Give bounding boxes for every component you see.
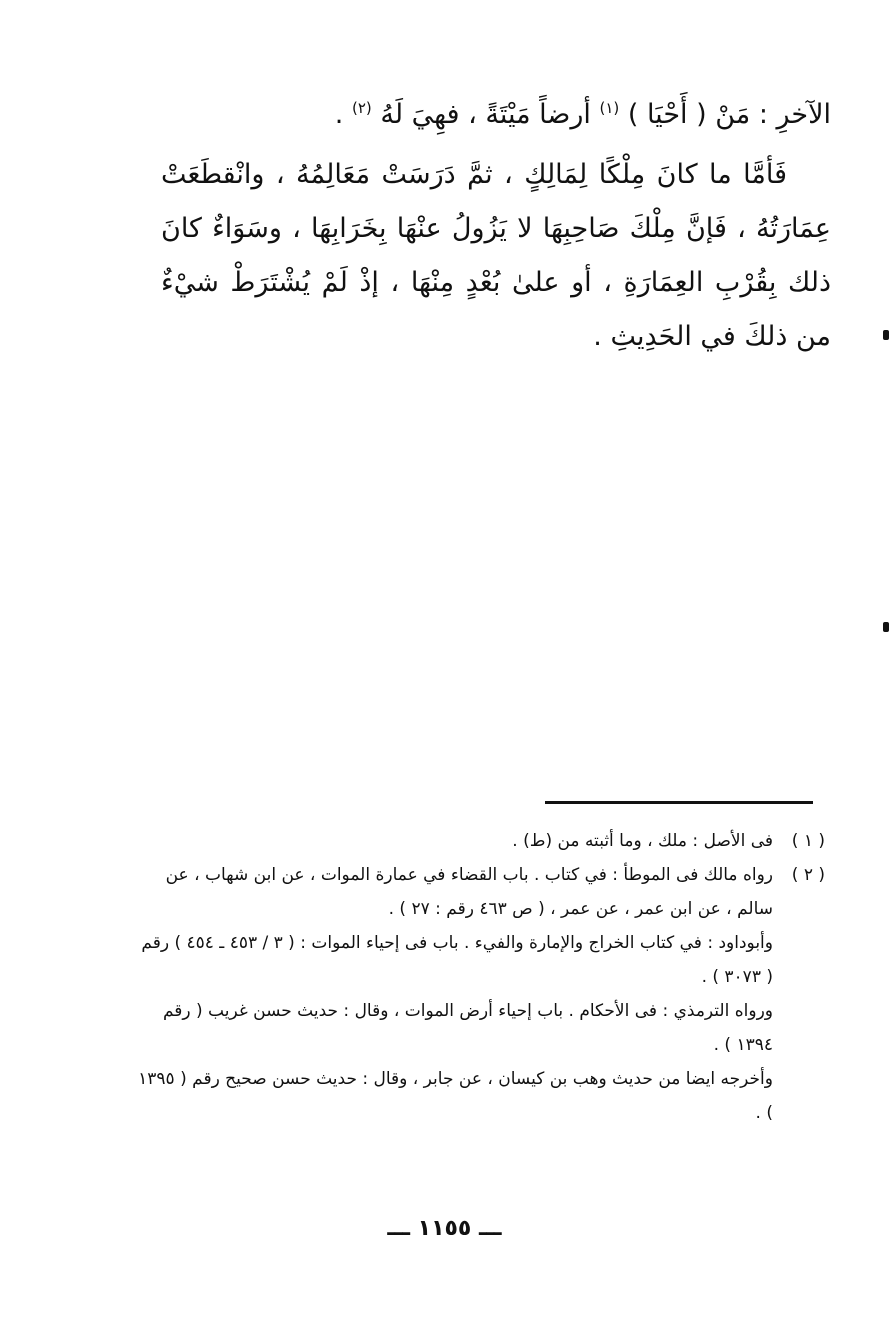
footnote-item: [135, 824, 825, 858]
margin-mark: [883, 622, 889, 632]
footnote-number: [773, 1062, 825, 1130]
footnote-ref-1[interactable]: (١): [599, 99, 620, 117]
main-line1-start: الآخرِ : مَنْ ( أَحْيَا ): [627, 99, 831, 130]
margin-mark: [883, 330, 889, 340]
page-number: ـــ ١١٥٥ ـــ: [387, 1216, 502, 1241]
footnote-number: [773, 926, 825, 994]
footnote-text: ورواه الترمذي : فى الأحكام . باب إحياء أرض الموات ، وقال : حديث حسن غريب ( رقم ١٣٩٤ ) .: [162, 1001, 773, 1055]
footnote-item: [135, 994, 825, 1062]
main-line1-end: .: [334, 99, 344, 130]
main-paragraph-text: فَأمَّا ما كانَ مِلْكًا لِمَالِكٍ ، ثمَّ دَرَسَتْ مَعَالِمُهُ ، وانْقطَعَتْ عِمَارَتُهُ ، فَإنَّ مِلْكَ صَاحِبِهَا لا يَزُولُ عنْهَا بِخَرَابِهَا ، وسَوَاءٌ كانَ ذلك بِقُرْبِ العِمَارَةِ ، أو علىٰ بُعْدٍ مِنْهَا ، إذْ لَمْ يُشْتَرَطْ شيْءٌ من ذلكَ في الحَدِيثِ .: [161, 159, 831, 352]
main-line1-middle: أرضاً مَيْتَةً ، فهِيَ لَهُ: [380, 99, 591, 130]
footnote-separator: [545, 801, 813, 804]
footnotes-section: [135, 824, 825, 1130]
main-paragraph: [161, 148, 831, 364]
footnote-ref-2[interactable]: (٢): [351, 99, 372, 117]
footnote-item: [135, 926, 825, 994]
footnote-number: ( ١ ): [791, 831, 825, 851]
footnote-item: [135, 1062, 825, 1130]
footnote-text: فى الأصل : ملك ، وما أثبته من (ط) .: [512, 831, 773, 851]
footnote-text: رواه مالك فى الموطأ : في كتاب . باب القضاء في عمارة الموات ، عن ابن شهاب ، عن سالم ، عن ابن عمر ، عن عمر ، ( ص ٤٦٣ رقم : ٢٧ ) .: [165, 865, 773, 919]
footnote-number: [773, 994, 825, 1062]
footnote-text: وأبوداود : في كتاب الخراج والإمارة والفيء . باب فى إحياء الموات : ( ٣ / ٤٥٣ ـ ٤٥٤ ) رقم ( ٣٠٧٣ ) .: [141, 933, 773, 987]
main-text-line-1: [161, 80, 831, 143]
footnote-item: [135, 858, 825, 926]
footnote-text: وأخرجه ايضا من حديث وهب بن كيسان ، عن جابر ، وقال : حديث حسن صحيح رقم ( ١٣٩٥ ) .: [138, 1069, 773, 1123]
footnote-number: ( ٢ ): [791, 865, 825, 885]
